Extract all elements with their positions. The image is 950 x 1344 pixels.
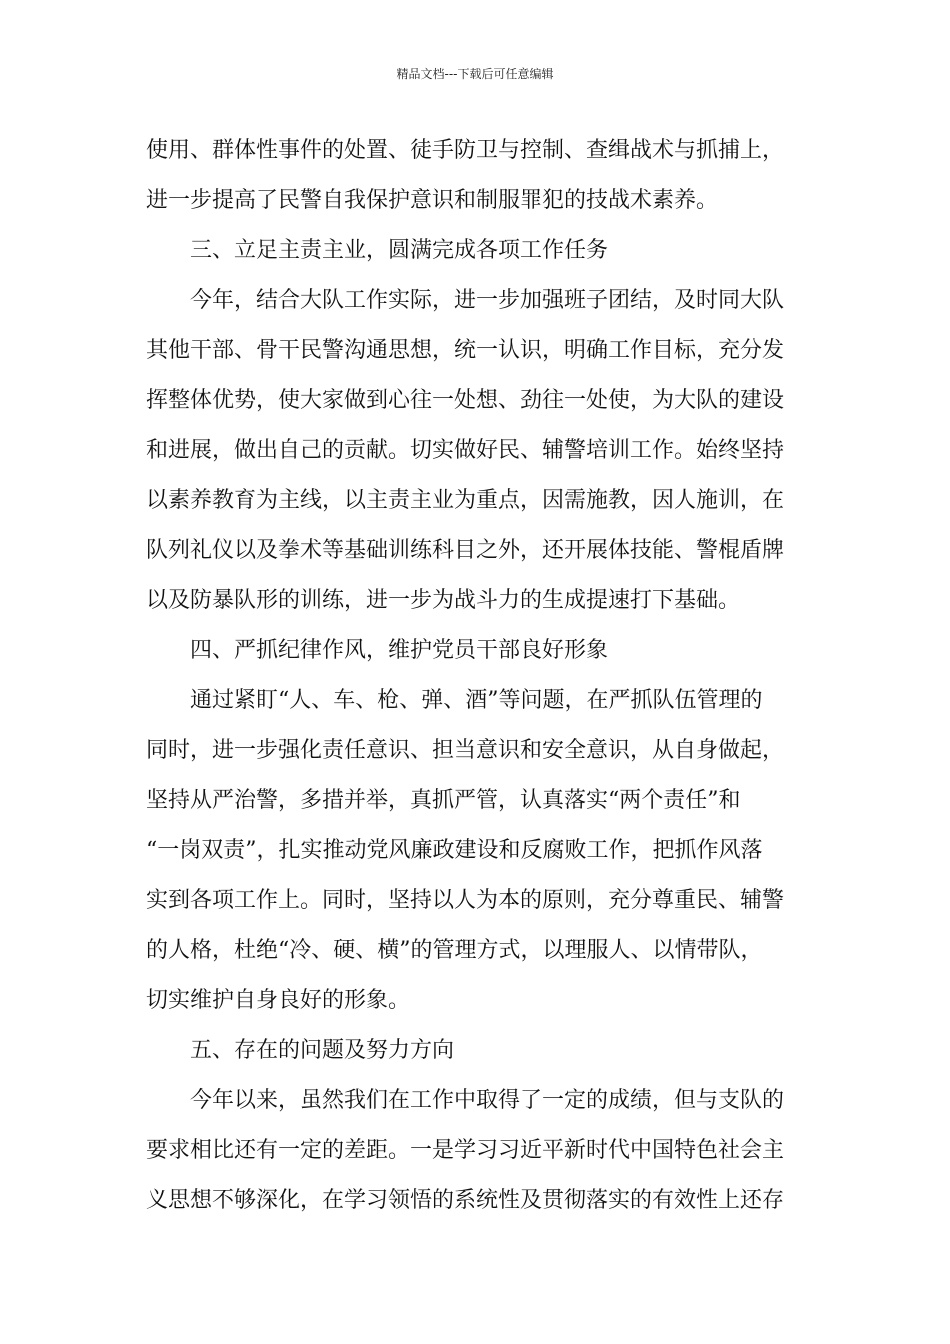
text-line: 和进展，做出自己的贡献。切实做好民、辅警培训工作。始终坚持 xyxy=(146,438,785,463)
document-body xyxy=(146,126,808,1226)
text-line: 切实维护自身良好的形象。 xyxy=(146,988,411,1013)
text-line: 进一步提高了民警自我保护意识和制服罪犯的技战术素养。 xyxy=(146,188,719,213)
text-line: 挥整体优势，使大家做到心往一处想、劲往一处使，为大队的建设 xyxy=(146,388,785,413)
text-line: 以素养教育为主线，以主责主业为重点，因需施教，因人施训，在 xyxy=(146,488,785,513)
text-line: 队列礼仪以及拳术等基础训练科目之外，还开展体技能、警棍盾牌 xyxy=(146,538,785,563)
section-heading: 三、立足主责主业，圆满完成各项工作任务 xyxy=(190,238,609,263)
section-heading: 四、严抓纪律作风，维护党员干部良好形象 xyxy=(190,638,609,663)
text-line: 使用、群体性事件的处置、徒手防卫与控制、查缉战术与抓捕上， xyxy=(146,138,785,163)
section-heading: 五、存在的问题及努力方向 xyxy=(190,1038,455,1063)
text-line: 要求相比还有一定的差距。一是学习习近平新时代中国特色社会主 xyxy=(146,1138,785,1163)
text-line: 同时，进一步强化责任意识、担当意识和安全意识，从自身做起， xyxy=(146,738,785,763)
text-line: 今年，结合大队工作实际，进一步加强班子团结，及时同大队 xyxy=(190,288,785,313)
text-line: 的人格，杜绝“冷、硬、横”的管理方式，以理服人、以情带队， xyxy=(146,938,763,963)
text-line: 坚持从严治警，多措并举，真抓严管，认真落实“两个责任”和 xyxy=(146,788,741,813)
text-line: “一岗双责”，扎实推动党风廉政建设和反腐败工作，把抓作风落 xyxy=(146,838,763,863)
text-line: 义思想不够深化，在学习领悟的系统性及贯彻落实的有效性上还存 xyxy=(146,1188,785,1213)
text-line: 通过紧盯“人、车、枪、弹、酒”等问题，在严抓队伍管理的 xyxy=(190,688,763,713)
text-line: 今年以来，虽然我们在工作中取得了一定的成绩，但与支队的 xyxy=(190,1088,785,1113)
text-line: 其他干部、骨干民警沟通思想，统一认识，明确工作目标，充分发 xyxy=(146,338,785,363)
text-line: 以及防暴队形的训练，进一步为战斗力的生成提速打下基础。 xyxy=(146,588,741,613)
page-header: 精品文档---下载后可任意编辑 xyxy=(396,67,554,81)
text-line: 实到各项工作上。同时，坚持以人为本的原则，充分尊重民、辅警 xyxy=(146,888,785,913)
